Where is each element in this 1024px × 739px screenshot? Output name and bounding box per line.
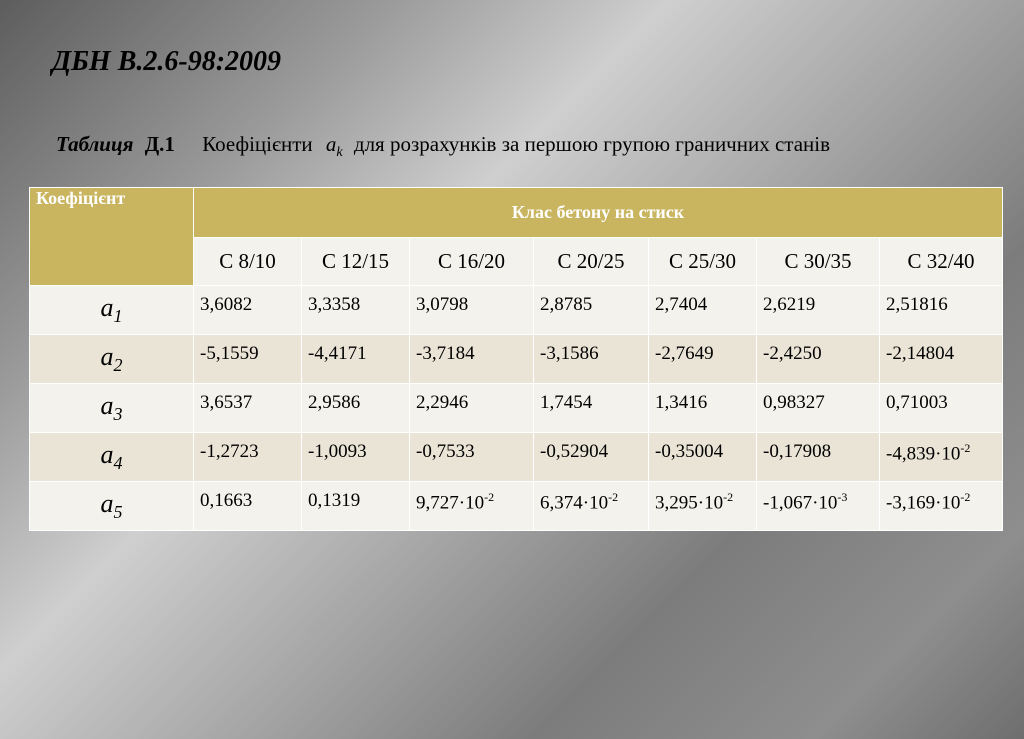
cell-value: 1,7454 <box>540 392 593 413</box>
class-header-cell: С 25/30 <box>649 238 757 286</box>
row-label <box>30 384 194 433</box>
table-cell <box>410 482 534 531</box>
cell-value: -0,7533 <box>416 441 475 462</box>
table-row <box>30 335 1003 384</box>
table-cell <box>534 433 649 482</box>
caption-symbol-sub: k <box>336 145 343 161</box>
cell-value: 9,727·10 <box>416 492 485 514</box>
cell-value: 2,6219 <box>763 294 816 315</box>
row-symbol-sub: 4 <box>113 453 123 474</box>
cell-value: -4,4171 <box>308 343 367 364</box>
cell-value: -2,7649 <box>655 343 714 364</box>
class-header-cell: С 32/40 <box>880 238 1003 286</box>
cell-value: 2,8785 <box>540 294 593 315</box>
row-symbol: a <box>100 439 114 469</box>
table-cell <box>194 286 302 335</box>
cell-value: 3,0798 <box>416 294 469 315</box>
cell-value: -3,169·10 <box>886 492 961 514</box>
cell-exponent: -2 <box>484 490 495 504</box>
group-header-concrete-class: Клас бетону на стиск <box>194 188 1003 238</box>
table-cell <box>534 384 649 433</box>
cell-value: -1,0093 <box>308 441 367 462</box>
cell-value: 3,6082 <box>200 294 253 315</box>
table-cell <box>757 286 880 335</box>
cell-value: 0,1319 <box>308 490 361 511</box>
cell-value: -4,839·10 <box>886 443 961 465</box>
col-header-coefficient: Коефіцієнт <box>30 188 194 286</box>
cell-value: 1,3416 <box>655 392 708 413</box>
row-symbol-sub: 1 <box>113 306 123 327</box>
class-header-cell: С 12/15 <box>302 238 410 286</box>
caption-description-after: для розрахунків за першою групою граничних станів <box>353 132 831 156</box>
table-caption <box>56 132 830 161</box>
table-cell <box>649 335 757 384</box>
cell-value: -5,1559 <box>200 343 259 364</box>
cell-exponent: -2 <box>960 490 971 504</box>
table-cell <box>410 286 534 335</box>
cell-value: -0,17908 <box>763 441 832 462</box>
cell-value: -0,52904 <box>540 441 609 462</box>
row-symbol-sub: 2 <box>113 355 123 376</box>
caption-symbol <box>325 132 343 161</box>
cell-value: 2,2946 <box>416 392 469 413</box>
cell-value: -1,067·10 <box>763 492 838 514</box>
table-cell <box>302 286 410 335</box>
cell-exponent: -2 <box>723 490 734 504</box>
table-cell <box>880 384 1003 433</box>
cell-value: 0,98327 <box>763 392 825 413</box>
row-label <box>30 286 194 335</box>
table-cell <box>194 384 302 433</box>
table-cell <box>649 286 757 335</box>
class-header-cell: С 20/25 <box>534 238 649 286</box>
cell-exponent: -2 <box>960 441 971 455</box>
table-cell <box>534 482 649 531</box>
table-row <box>30 482 1003 531</box>
cell-value: 6,374·10 <box>540 492 609 514</box>
table-cell <box>410 433 534 482</box>
table-cell <box>880 482 1003 531</box>
table-cell <box>757 433 880 482</box>
class-header-cell: С 30/35 <box>757 238 880 286</box>
cell-value: -2,14804 <box>886 343 955 364</box>
table-cell <box>534 335 649 384</box>
row-label <box>30 482 194 531</box>
document-title: ДБН В.2.6-98:2009 <box>52 46 282 77</box>
table-cell <box>649 384 757 433</box>
cell-value: -2,4250 <box>763 343 822 364</box>
table-body <box>30 286 1003 531</box>
table-cell <box>194 482 302 531</box>
table-cell <box>302 384 410 433</box>
row-symbol-sub: 5 <box>113 502 123 523</box>
cell-value: -1,2723 <box>200 441 259 462</box>
cell-value: 2,7404 <box>655 294 708 315</box>
table-row <box>30 384 1003 433</box>
table-row <box>30 286 1003 335</box>
caption-number: Д.1 <box>144 132 175 156</box>
cell-value: -3,7184 <box>416 343 475 364</box>
table-cell <box>410 335 534 384</box>
cell-value: 3,3358 <box>308 294 361 315</box>
row-symbol-sub: 3 <box>113 404 123 425</box>
table-cell <box>649 433 757 482</box>
table-cell <box>880 335 1003 384</box>
table-cell <box>302 433 410 482</box>
row-symbol: a <box>100 390 114 420</box>
row-symbol: a <box>100 488 114 518</box>
table-cell <box>194 433 302 482</box>
caption-symbol-base: a <box>325 132 337 156</box>
cell-value: 2,51816 <box>886 294 948 315</box>
caption-description-before: Коефіцієнти <box>202 132 313 156</box>
cell-exponent: -2 <box>608 490 619 504</box>
table-cell <box>302 335 410 384</box>
cell-value: -3,1586 <box>540 343 599 364</box>
class-header-cell: С 8/10 <box>194 238 302 286</box>
cell-exponent: -3 <box>837 490 848 504</box>
table-cell <box>880 286 1003 335</box>
table-cell <box>534 286 649 335</box>
table-cell <box>649 482 757 531</box>
cell-value: 2,9586 <box>308 392 361 413</box>
coefficients-table <box>29 187 1003 531</box>
row-symbol: a <box>100 341 114 371</box>
table-cell <box>302 482 410 531</box>
table-cell <box>410 384 534 433</box>
row-symbol: a <box>100 292 114 322</box>
cell-value: 3,295·10 <box>655 492 724 514</box>
table-row <box>30 433 1003 482</box>
table-cell <box>880 433 1003 482</box>
cell-value: -0,35004 <box>655 441 724 462</box>
table-cell <box>757 384 880 433</box>
cell-value: 0,1663 <box>200 490 253 511</box>
table-cell <box>757 482 880 531</box>
table-header-row <box>30 188 1003 238</box>
table-cell <box>194 335 302 384</box>
table-cell <box>757 335 880 384</box>
row-label <box>30 335 194 384</box>
caption-label: Таблиця <box>56 132 134 156</box>
cell-value: 3,6537 <box>200 392 253 413</box>
class-header-cell: С 16/20 <box>410 238 534 286</box>
row-label <box>30 433 194 482</box>
cell-value: 0,71003 <box>886 392 948 413</box>
